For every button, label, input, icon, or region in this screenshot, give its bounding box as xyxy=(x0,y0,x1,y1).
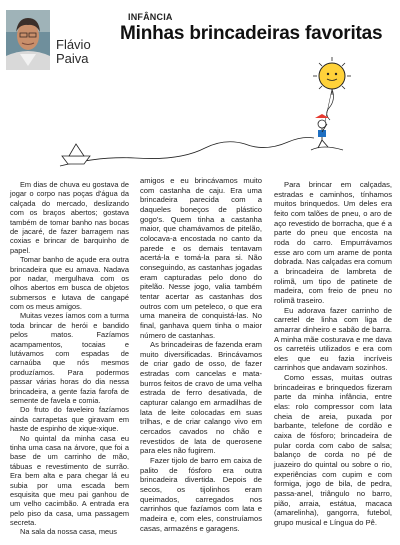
paragraph: Para brincar em calçadas, estradas e caminhos, tínhamos muitos brinquedos. Um deles era feito com talões de pneu, o aro de aço revestido de borracha, que é a parte do pneu que encosta na roda do carro. Empurrávamos esse aro com um arame de ponta dobrada. Nas calçadas era comum a brincadeira de lambreta de rolimã, um tipo de patinete de madeira, com freio de pneu no rolimã traseiro. xyxy=(274,180,392,305)
paragraph: Como essas, muitas outras brincadeiras e brinquedos fizeram parte da minha infância, entre elas: rolo compressor com lata cheia de areia, puxada por barbante, telefone de cordão e caixa de fósforo; brincadeira de pular corda com cabo de salsa; balanço de corda no pé de juazeiro do quintal ou sobre o rio, experiências com cupim e com formiga, jogo de bila, de pedra, passa-anel, triângulo no barro, pião, arraia, estátua, macaca (amarelinha), gangorra, futebol, grupo musical e Língua do Pê. xyxy=(274,373,392,527)
article-column-2 xyxy=(140,176,262,533)
paragraph: Muitas vezes íamos com a turma toda brincar de herói e bandido pelos matos. Fazíamos acampamentos, tocaias e lutávamos com espadas de carnaúba que nós mesmos produzíamos. Para podermos passar várias horas do dia nessa brincadeira, a gente fazia farofa de semente de favela e comia. xyxy=(10,311,129,405)
paragraph: Em dias de chuva eu gostava de jogar o corpo nas poças d'água da calçada do mercado, deslizando com os braços abertos; gostava também de tomar banho nas bocas de jacaré, de fazer barragem nas coxias e brincar de barquinho de papel. xyxy=(10,180,129,255)
paragraph: As brincadeiras de fazenda eram muito diversificadas. Brincávamos de criar gado de osso, de fazer estradas com cancelas e mata-burros feitos de cravo de uma velha estrada de ferro desativada, de capturar calango em armadilhas de lata de leite colocadas em suas trilhas, e de criar calango vivo em cercados cavados no chão e revestidos de lata de querosene para eles não fugirem. xyxy=(140,340,262,456)
paragraph: amigos e eu brincávamos muito com castanha de caju. Era uma brincadeira parecida com a daqueles boneços de plástico gogo's. Quem tinha a castanha maior, que chamávamos de pitelão, colocava-a encostada no canto da parede e os demais tentavam acertá-la e tomá-la para si. Não conseguindo, as castanhas jogadas eram capturadas pelo dono do pitelão. Nesse jogo, valia também tentar acertar as castanhas dos outros com um peteleco, o que era uma maneira de conquistá-las. No final, ganhava quem tinha o maior número de castanhas. xyxy=(140,176,262,340)
paragraph: Fazer tijolo de barro em caixa de palito de fósforo era outra brincadeira divertida. Depois de secos, os tijolinhos eram queimados, carregados nos carrinhos que fazíamos com lata e madeira e, com eles, construíamos casas, armazéns e garagens. xyxy=(140,456,262,533)
article-column-1 xyxy=(10,180,129,537)
author-first-name: Flávio xyxy=(56,37,91,52)
article-column-3 xyxy=(274,180,392,528)
paragraph: No quintal da minha casa eu tinha uma casa na árvore, que foi a base de um carrinho de mão, tábuas e revestimento de surrão. Era bem alta e para chegar lá eu subia por uma escada bem esquisita que meu pai ganhou de um velho cacimbão. A entrada era pelo piso da casa, uma passagem secreta. xyxy=(10,433,129,528)
kite-child-boat-drawing-icon xyxy=(40,48,400,178)
paragraph: Eu adorava fazer carrinho de carretel de linha com liga de amarrar dinheiro e sabão de barra. A minha mãe costurava e me dava os carretéis utilizados e era com eles que eu fazia incríveis carrinhos que andavam sozinhos. xyxy=(274,305,392,373)
author-last-name: Paiva xyxy=(56,51,89,66)
kite-icon xyxy=(313,57,351,120)
paragraph: Na sala da nossa casa, meus xyxy=(20,527,117,537)
paper-boat-icon xyxy=(62,144,90,164)
section-label: INFÂNCIA xyxy=(128,12,173,22)
paragraph: Do fruto do faveleiro fazíamos ainda carrapetas que giravam em haste de espinho de xique-xique. xyxy=(10,405,129,434)
page-title: Minhas brincadeiras favoritas xyxy=(120,23,383,44)
child-icon xyxy=(311,89,343,150)
paragraph: Tomar banho de açude era outra brincadeira que eu amava. Nadava por nadar, mergulhava com os olhos abertos em busca de objetos submersos e lutava de cangapé com os meus amigos. xyxy=(10,255,129,312)
